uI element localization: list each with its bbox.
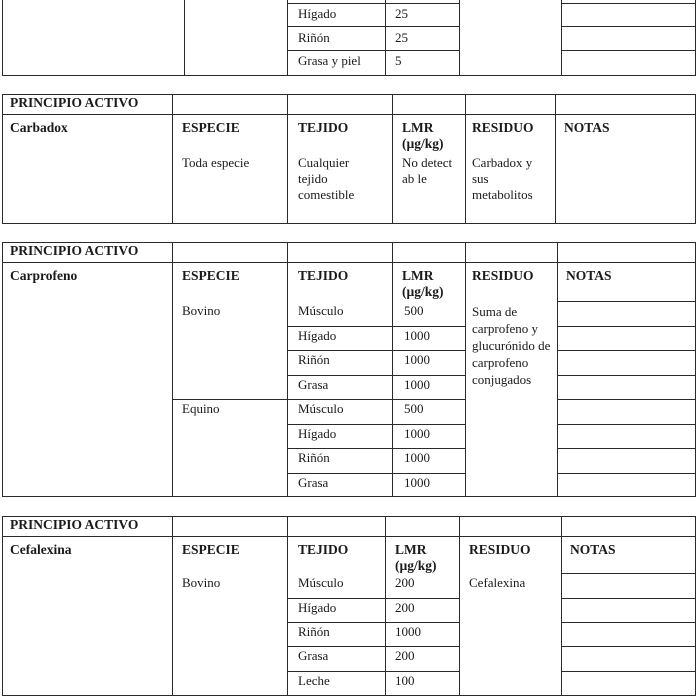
table-cefalexina [2,516,696,696]
lmr-cell: No detectab le [402,155,453,186]
lmr-header: LMR (µg/kg) [402,120,444,151]
tejido-cell: Hígado [298,328,337,343]
tejido-cell: Músculo [298,303,344,318]
residuo-header: RESIDUO [472,120,534,135]
lmr-cell: 1000 [404,377,430,392]
tejido-header: TEJIDO [298,542,349,557]
notas-header: NOTAS [564,120,610,135]
lmr-cell: 500 [404,401,424,416]
lmr-cell: 200 [395,575,415,590]
lmr-cell: 25 [395,30,408,45]
lmr-cell: 200 [395,600,415,615]
table-carprofeno [2,242,696,497]
tejido-cell: Grasa [298,475,329,490]
residuo-cell: Cefalexina [469,575,526,590]
lmr-cell: 200 [395,648,415,663]
especie-cell: Toda especie [182,155,250,170]
lmr-cell: 1000 [404,426,430,441]
lmr-header: LMR (µg/kg) [395,542,437,573]
especie-header: ESPECIE [182,120,240,135]
lmr-cell: 25 [395,6,408,21]
tejido-cell: Músculo [298,575,344,590]
notas-header: NOTAS [570,542,616,557]
tejido-cell: Riñón [298,450,330,465]
notas-header: NOTAS [566,268,612,283]
table-carbadox [2,94,696,224]
especie-cell: Bovino [182,303,221,318]
principio-activo-heading: PRINCIPIO ACTIVO [10,95,139,110]
lmr-cell: 1000 [404,475,430,490]
lmr-cell: 1000 [395,624,421,639]
previous-table-fragment [2,0,696,76]
lmr-cell: 100 [395,673,415,688]
especie-header: ESPECIE [182,268,240,283]
tejido-header: TEJIDO [298,268,349,283]
tejido-cell: Hígado [298,426,337,441]
residuo-header: RESIDUO [469,542,531,557]
tejido-cell: Hígado [298,600,337,615]
residuo-cell: Suma de carprofeno y glucurónido de carprofeno conjugados [472,304,551,387]
especie-cell: Bovino [182,575,221,590]
tejido-cell: Grasa [298,648,329,663]
principio-activo-heading: PRINCIPIO ACTIVO [10,517,139,532]
tejido-header: TEJIDO [298,120,349,135]
principio-activo-heading: PRINCIPIO ACTIVO [10,243,139,258]
lmr-cell: 1000 [404,450,430,465]
residuo-header: RESIDUO [472,268,534,283]
tejido-cell: Grasa y piel [298,53,361,68]
tejido-cell: Músculo [298,401,344,416]
lmr-cell: 500 [404,303,424,318]
especie-header: ESPECIE [182,542,240,557]
tejido-cell: Cualquier tejido comestible [298,155,355,202]
active-ingredient-name: Carprofeno [10,268,78,283]
tejido-cell: Grasa [298,377,329,392]
residuo-cell: Carbadox y sus metabolitos [472,155,533,202]
tejido-cell: Hígado [298,6,337,21]
tejido-cell: Riñón [298,624,330,639]
tejido-cell: Riñón [298,352,330,367]
especie-cell: Equino [182,401,220,416]
active-ingredient-name: Cefalexina [10,542,72,557]
tejido-cell: Riñón [298,30,330,45]
active-ingredient-name: Carbadox [10,120,68,135]
tejido-cell: Leche [298,673,330,688]
lmr-cell: 5 [395,53,402,68]
lmr-cell: 1000 [404,328,430,343]
lmr-cell: 1000 [404,352,430,367]
lmr-header: LMR (µg/kg) [402,268,444,299]
